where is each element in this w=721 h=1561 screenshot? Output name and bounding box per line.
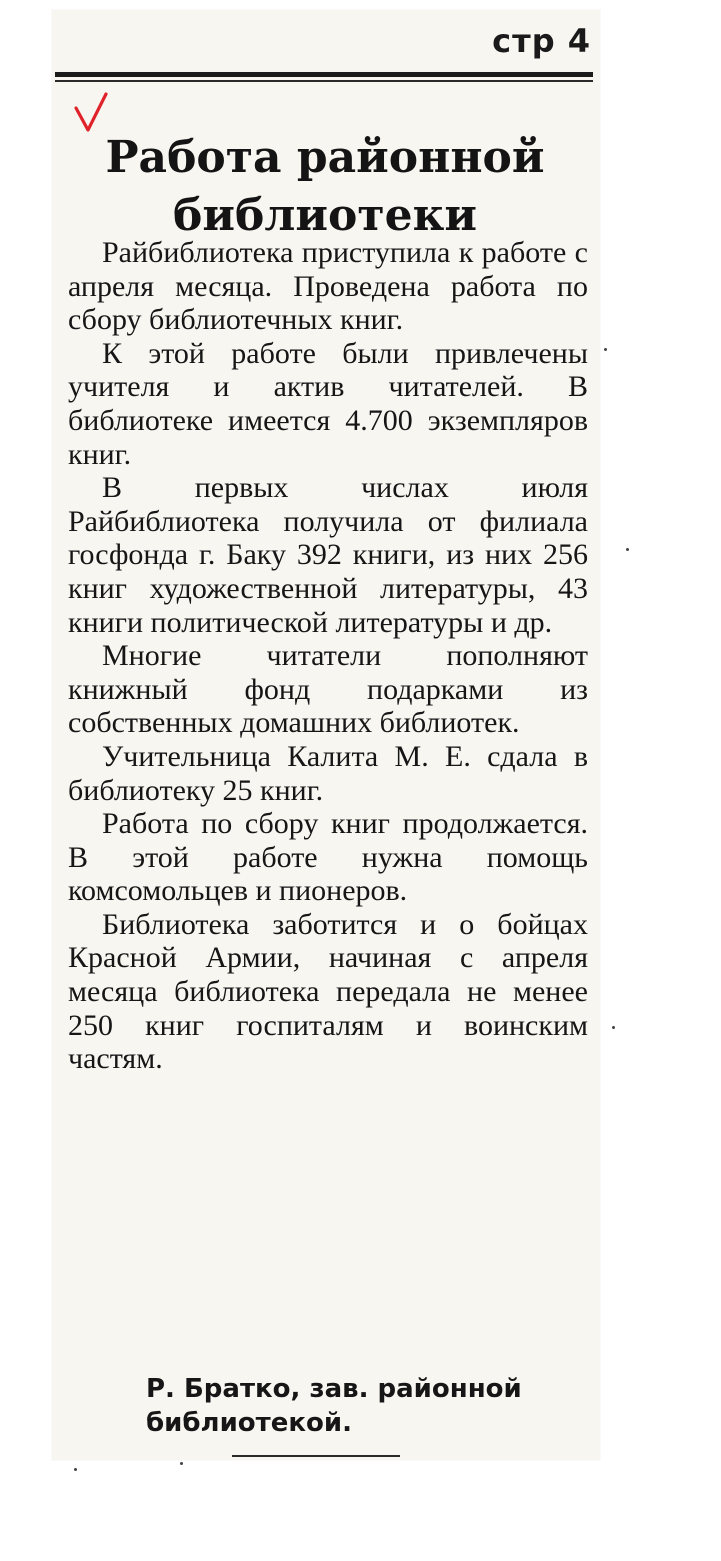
article-paragraph: Работа по сбору книг продолжается. В этой работе нужна помощь комсомольцев и пионеров. (68, 807, 588, 908)
header-rule-thin (55, 80, 593, 82)
print-speck (180, 1462, 183, 1465)
article-paragraph: Многие читатели пополняют книжный фонд подарками из собственных домашних библиотек. (68, 639, 588, 740)
print-speck (612, 1026, 615, 1029)
print-speck (74, 1468, 77, 1471)
article-paragraph: Библиотека заботится и о бойцах Красной Армии, начиная с апреля месяца библиотека передала не менее 250 книг госпиталям и воинским частям. (68, 907, 588, 1076)
article-end-rule (232, 1455, 400, 1457)
article-headline: Работа районной библиотеки (105, 132, 545, 242)
article-paragraph: Учительница Калита М. Е. сдала в библиотеку 25 книг. (68, 739, 588, 807)
article-body (68, 236, 588, 1076)
print-speck (604, 348, 607, 351)
article-signature: Р. Братко, зав. районной библиотекой. (146, 1374, 522, 1438)
print-speck (626, 548, 629, 551)
header-rule-thick (55, 72, 593, 77)
article-paragraph: К этой работе были привлечены учителя и актив читателей. В библиотеке имеется 4.700 экземпляров книг. (68, 336, 588, 471)
page-number-label: стр 4 (492, 22, 591, 60)
article-paragraph: В первых числах июля Райбиблиотека получила от филиала госфонда г. Баку 392 книги, из них 256 книг художественной литературы, 43 книги политической литературы и др. (68, 471, 588, 639)
article-paragraph: Райбиблиотека приступила к работе с апреля месяца. Проведена работа по сбору библиотечных книг. (68, 236, 588, 337)
